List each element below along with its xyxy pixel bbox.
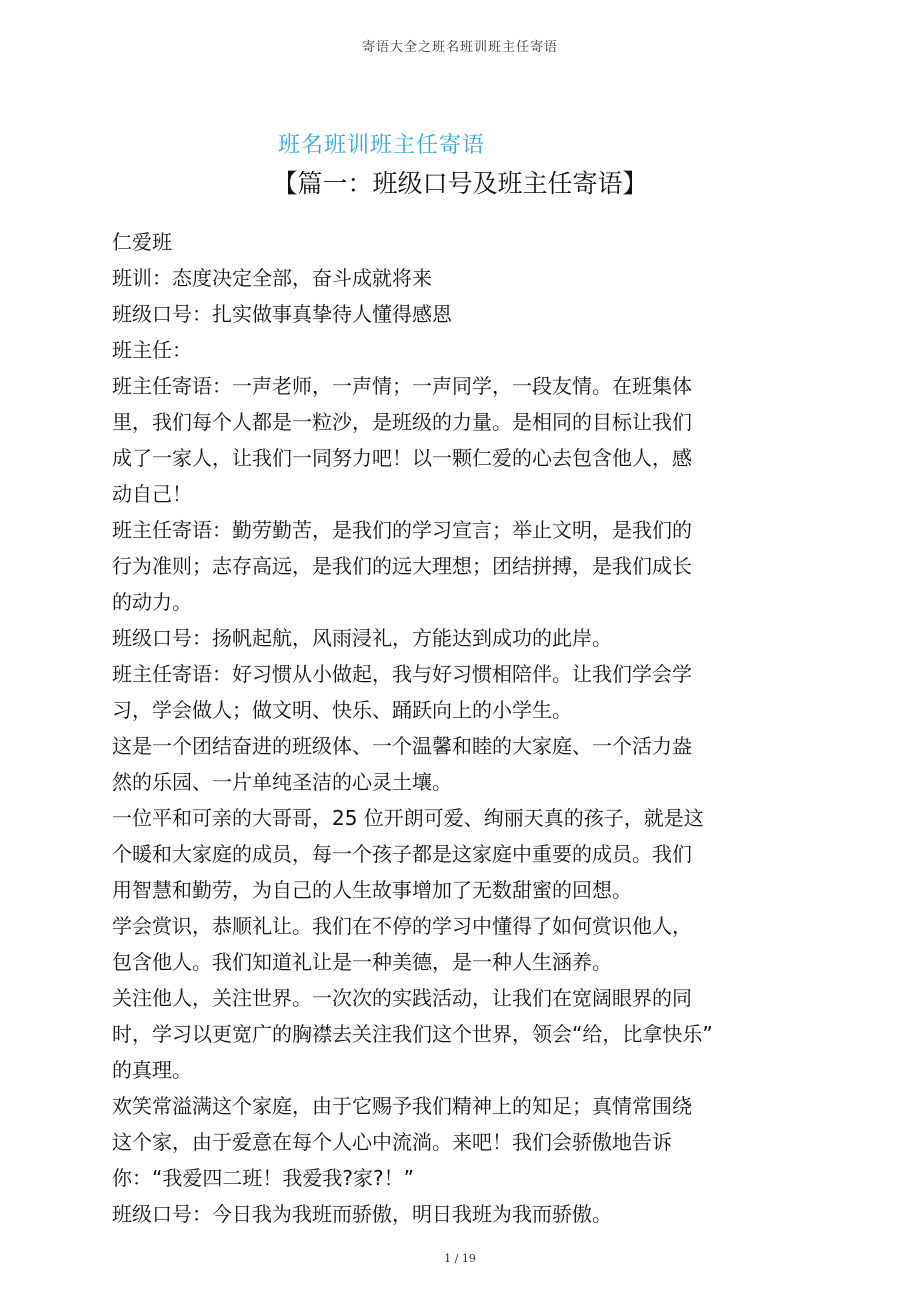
text-line: 班训：态度决定全部，奋斗成就将来 <box>112 266 432 290</box>
text-line: 关注他人，关注世界。一次次的实践活动，让我们在宽阔眼界的同 <box>112 986 692 1010</box>
text-line: 班级口号：扎实做事真挚待人懂得感恩 <box>112 302 452 326</box>
text-line: 的动力。 <box>112 590 192 614</box>
text-line: 班级口号：扬帆起航，风雨浸礼，方能达到成功的此岸。 <box>112 626 612 650</box>
text-line: 时，学习以更宽广的胸襟去关注我们这个世界，领会“给，比拿快乐” <box>112 1022 713 1046</box>
text-line: 然的乐园、一片单纯圣洁的心灵土壤。 <box>112 770 452 794</box>
running-header: 寄语大全之班名班训班主任寄语 <box>361 40 558 55</box>
text-line: 你：“我爱四二班！我爱我?家?！” <box>112 1166 414 1190</box>
text-line: 欢笑常溢满这个家庭，由于它赐予我们精神上的知足；真情常围绕 <box>112 1094 692 1118</box>
text-line: 这个家，由于爱意在每个人心中流淌。来吧！我们会骄傲地告诉 <box>112 1130 672 1154</box>
text-line: 动自己！ <box>112 482 192 506</box>
text-line: 学会赏识，恭顺礼让。我们在不停的学习中懂得了如何赏识他人， <box>112 914 692 938</box>
text-line: 成了一家人，让我们一同努力吧！以一颗仁爱的心去包含他人，感 <box>112 446 692 470</box>
text-line: 里，我们每个人都是一粒沙，是班级的力量。是相同的目标让我们 <box>112 410 692 434</box>
text-line: 班主任寄语：一声老师，一声情；一声同学，一段友情。在班集体 <box>112 374 692 398</box>
text-line: 班主任寄语：好习惯从小做起，我与好习惯相陪伴。让我们学会学 <box>112 662 692 686</box>
document-title: 班名班训班主任寄语 <box>278 133 486 158</box>
text-line: 行为准则；志存高远，是我们的远大理想；团结拼搏，是我们成长 <box>112 554 692 578</box>
text-line: 班级口号：今日我为我班而骄傲，明日我班为我而骄傲。 <box>112 1202 612 1226</box>
text-line: 个暖和大家庭的成员，每一个孩子都是这家庭中重要的成员。我们 <box>112 842 692 866</box>
section-title: 【篇一：班级口号及班主任寄语】 <box>272 169 648 198</box>
text-line: 的真理。 <box>112 1058 192 1082</box>
text-line: 一位平和可亲的大哥哥，25 位开朗可爱、绚丽天真的孩子，就是这 <box>112 806 704 830</box>
document-body <box>112 224 752 1232</box>
page-number: 1 / 19 <box>444 1252 476 1265</box>
text-line: 习，学会做人；做文明、快乐、踊跃向上的小学生。 <box>112 698 572 722</box>
text-line: 包含他人。我们知道礼让是一种美德，是一种人生涵养。 <box>112 950 612 974</box>
text-line: 用智慧和勤劳，为自己的人生故事增加了无数甜蜜的回想。 <box>112 878 632 902</box>
text-line: 班主任寄语：勤劳勤苦，是我们的学习宣言；举止文明，是我们的 <box>112 518 692 542</box>
text-line: 这是一个团结奋进的班级体、一个温馨和睦的大家庭、一个活力盎 <box>112 734 692 758</box>
text-line: 仁爱班 <box>112 230 172 254</box>
text-line: 班主任： <box>112 338 192 362</box>
